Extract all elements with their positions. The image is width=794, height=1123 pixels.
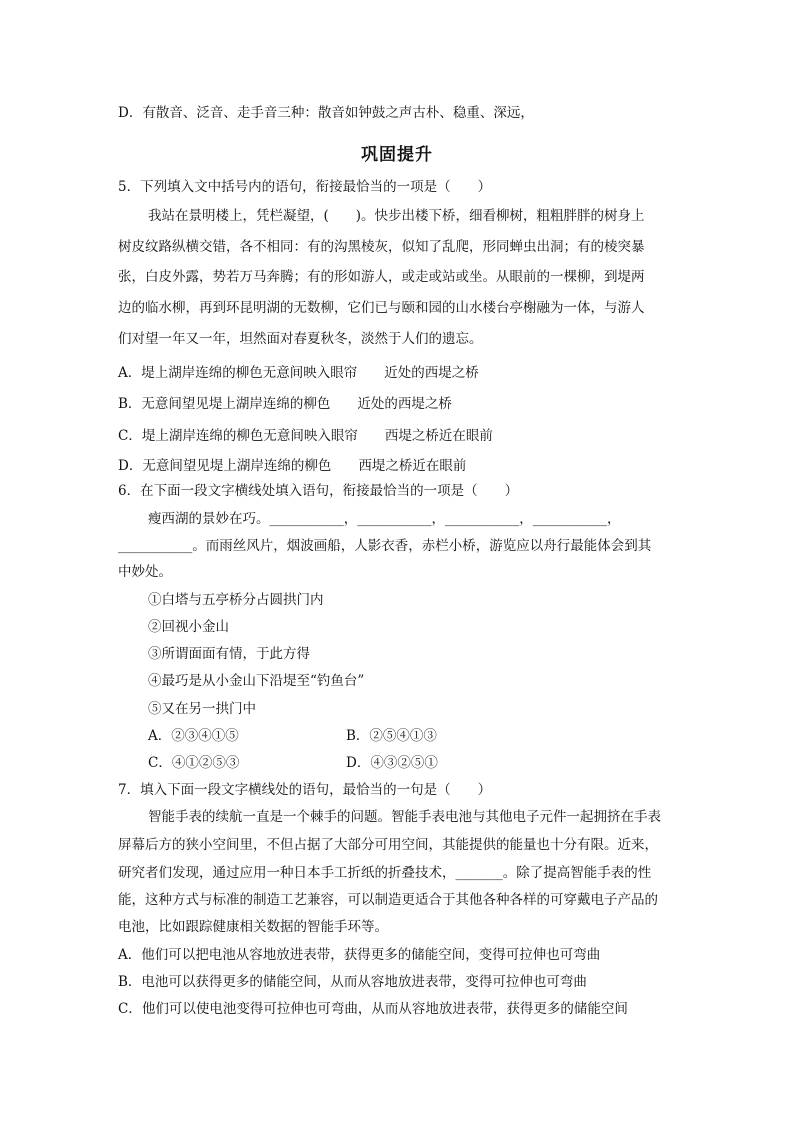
q4-option-d: D．有散音、泛音、走手音三种：散音如钟鼓之声古朴、稳重、深远， xyxy=(118,105,534,121)
q7-option-c: C．他们可以使电池变得可拉伸也可弯曲，从而从容地放进表带，获得更多的储能空间 xyxy=(118,1001,628,1017)
q5-option-b: B．无意间望见堤上湖岸连绵的柳色 近处的西堤之桥 xyxy=(118,396,452,412)
q6-item-5: ⑤又在另一拱门中 xyxy=(148,701,256,717)
q6-item-4: ④最巧是从小金山下沿堤至“钓鱼台” xyxy=(148,673,365,689)
q6-option-c: C．④①②⑤③ xyxy=(148,755,240,771)
q5-passage-line-3: 张，白皮外露，势若万马奔腾；有的形如游人，或走或站或坐。从眼前的一棵柳，到堤两 xyxy=(118,269,645,285)
q7-option-b: B．电池可以获得更多的储能空间，从而从容地放进表带，变得可拉伸也可弯曲 xyxy=(118,974,587,990)
q6-item-1: ①白塔与五亭桥分占圆拱门内 xyxy=(148,592,324,608)
q5-passage-line-1: 我站在景明楼上，凭栏凝望，( )。快步出楼下桥，细看柳树，粗粗胖胖的树身上 xyxy=(148,208,645,224)
q7-passage-line-1: 智能手表的续航一直是一个棘手的问题。智能手表电池与其他电子元件一起拥挤在手表 xyxy=(148,809,661,825)
q6-passage-line-1: 瘦西湖的景妙在巧。___________，___________，___________，___________， xyxy=(148,511,621,527)
q6-item-2: ②回视小金山 xyxy=(148,619,229,635)
q5-passage-line-4: 边的临水柳，再到环昆明湖的无数柳，它们已与颐和园的山水楼台亭榭融为一体，与游人 xyxy=(118,300,645,316)
q5-stem: 5．下列填入文中括号内的语句，衔接最恰当的一项是（ ） xyxy=(118,179,492,195)
q7-passage-line-3: 研究者们发现，通过应用一种日本手工折纸的折叠技术，_______。除了提高智能手表的性 xyxy=(118,865,652,881)
q7-stem: 7．填入下面一段文字横线处的语句，最恰当的一句是（ ） xyxy=(118,782,492,798)
section-heading: 巩固提升 xyxy=(361,145,433,165)
q6-option-b: B．②⑤④①③ xyxy=(346,728,437,744)
q6-item-3: ③所谓面面有情，于此方得 xyxy=(148,646,310,662)
q5-option-c: C．堤上湖岸连绵的柳色无意间映入眼帘 西堤之桥近在眼前 xyxy=(118,428,493,444)
q5-passage-line-5: 们对望一年又一年，坦然面对春夏秋冬，淡然于人们的遗忘。 xyxy=(118,331,483,347)
q7-passage-line-2: 屏幕后方的狭小空间里，不但占据了大部分可用空间，其能提供的能量也十分有限。近来， xyxy=(118,837,658,853)
q5-option-a: A．堤上湖岸连绵的柳色无意间映入眼帘 近处的西堤之桥 xyxy=(118,365,479,381)
q6-stem: 6．在下面一段文字横线处填入语句，衔接最恰当的一项是（ ） xyxy=(118,483,519,499)
q7-passage-line-5: 电池，比如跟踪健康相关数据的智能手环等。 xyxy=(118,919,388,935)
q6-passage-line-3: 中妙处。 xyxy=(118,564,172,580)
q6-option-a: A．②③④①⑤ xyxy=(148,728,239,744)
q7-option-a: A．他们可以把电池从容地放进表带，获得更多的储能空间，变得可拉伸也可弯曲 xyxy=(118,947,601,963)
q6-option-d: D．④③②⑤① xyxy=(346,755,438,771)
q7-passage-line-4: 能，这种方式与标准的制造工艺兼容，可以制造更适合于其他各种各样的可穿戴电子产品的 xyxy=(118,892,658,908)
q5-option-d: D．无意间望见堤上湖岸连绵的柳色 西堤之桥近在眼前 xyxy=(118,458,467,474)
q5-passage-line-2: 树皮纹路纵横交错，各不相同：有的沟黑棱灰，似知了乱爬，形同蝉虫出洞；有的棱突暴 xyxy=(118,239,645,255)
q6-passage-line-2: ___________。而雨丝风片，烟波画船，人影衣香，赤栏小桥，游览应以舟行最能体会到其 xyxy=(118,538,652,554)
